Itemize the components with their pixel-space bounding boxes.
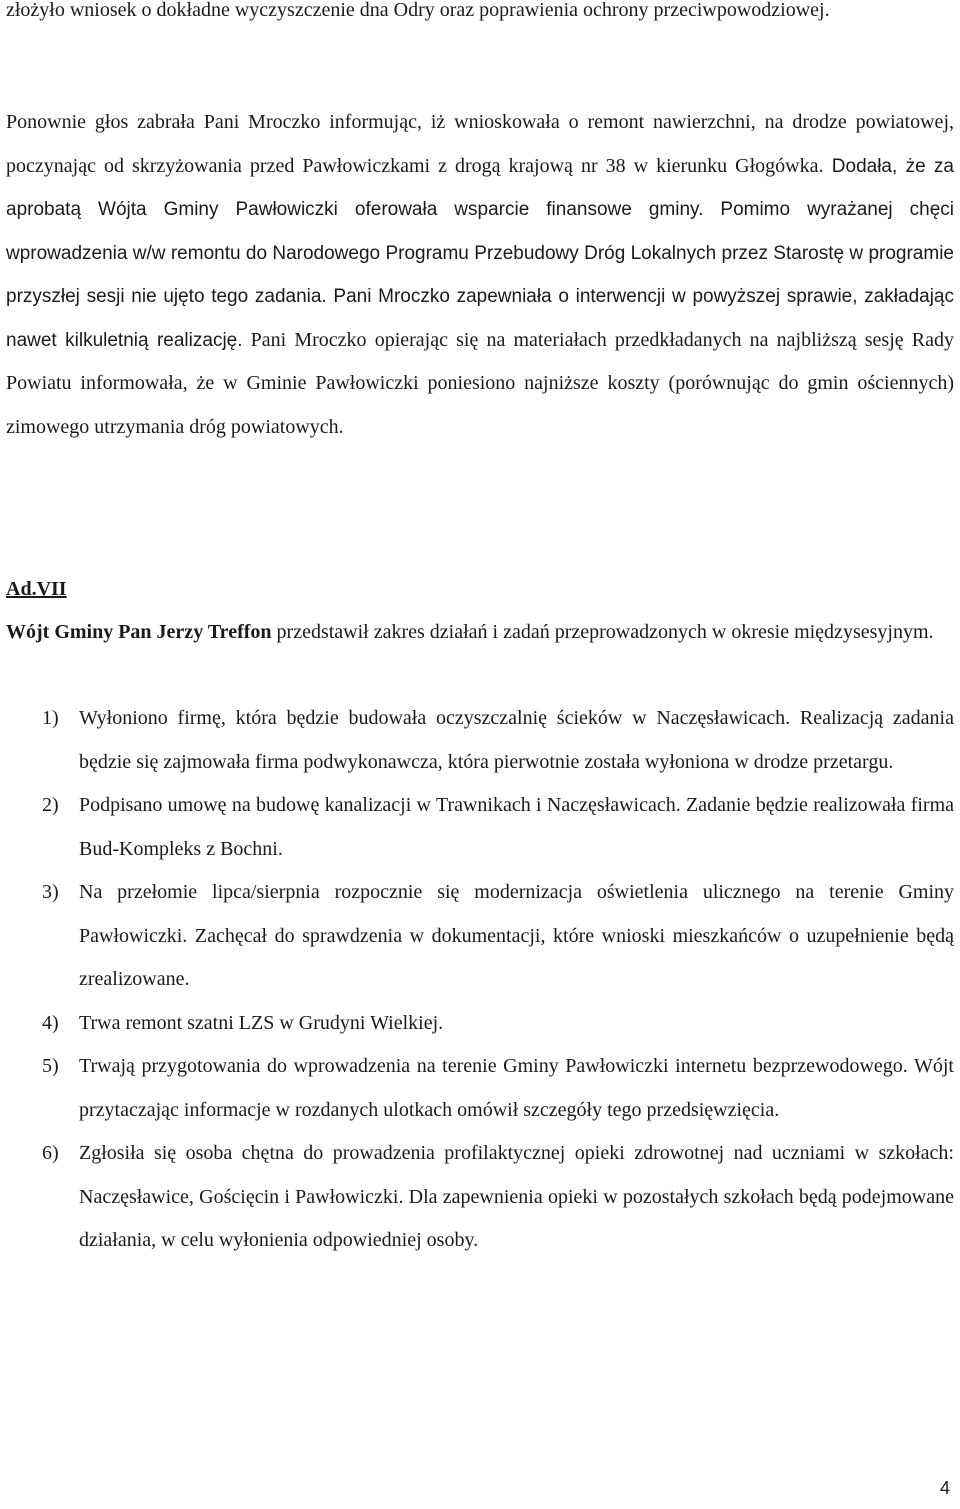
list-item-number: 3) — [42, 881, 59, 903]
paragraph-intro-continuation: złożyło wniosek o dokładne wyczyszczenie dna Odry oraz poprawienia ochrony przeciwpowodziowej. — [6, 0, 830, 21]
list-item-text: Trwają przygotowania do wprowadzenia na terenie Gminy Pawłowiczki internetu bezprzewodowego. Wójt przytaczając informacje w rozdanych ulotkach omówił szczegóły tego przedsięwzięcia. — [79, 1055, 954, 1121]
list-item-number: 1) — [42, 707, 59, 729]
list-item-text: Wyłoniono firmę, która będzie budowała oczyszczalnię ścieków w Naczęsławicach. Realizacją zadania będzie się zajmowała firma podwykonawcza, która pierwotnie została wyłoniona w drodze przetargu. — [79, 707, 954, 773]
paragraph-mroczko-part-a: Ponownie głos zabrała Pani Mroczko informując, iż wnioskowała o remont nawierzchni, na drodze powiatowej, poczynając od skrzyżowania przed Pawłowiczkami z drogą krajową nr 38 w kierunku Głogówka. — [6, 111, 954, 177]
paragraph-mroczko — [6, 101, 954, 449]
list-item — [6, 1002, 954, 1046]
list-item-number: 6) — [42, 1142, 59, 1164]
list-item-text: Zgłosiła się osoba chętna do prowadzenia profilaktycznej opieki zdrowotnej nad uczniami w szkołach: Naczęsławice, Gościęcin i Pawłowiczki. Dla zapewnienia opieki w pozostałych szkołach będą podejmowane działania, w celu wyłonienia odpowiedniej osoby. — [79, 1142, 954, 1251]
list-item — [6, 697, 954, 784]
section-heading: Ad.VII — [6, 578, 67, 600]
list-item-text: Trwa remont szatni LZS w Grudyni Wielkiej. — [79, 1011, 444, 1034]
wojt-intro-text: przedstawił zakres działań i zadań przeprowadzonych w okresie międzysesyjnym. — [271, 621, 934, 643]
list-item-number: 2) — [42, 794, 59, 816]
wojt-name: Wójt Gminy Pan Jerzy Treffon — [6, 621, 272, 643]
list-item-number: 5) — [42, 1055, 59, 1077]
list-item-text: Na przełomie lipca/sierpnia rozpocznie się modernizacja oświetlenia ulicznego na terenie Gminy Pawłowiczki. Zachęcał do sprawdzenia w dokumentacji, które wnioski mieszkańców o uzupełnienie będą zrealizowane. — [79, 881, 954, 990]
list-item — [6, 871, 954, 1002]
list-item — [6, 1045, 954, 1132]
list-item — [6, 784, 954, 871]
paragraph-mroczko-part-d: Pani Mroczko opierając się na materiałach przedkładanych na najbliższą sesję Rady Powiatu informowała, że w Gminie Pawłowiczki poniesiono najniższe koszty (porównując do gmin ościennych) zimowego utrzymania dróg powiatowych. — [6, 328, 954, 438]
list-item-text: Podpisano umowę na budowę kanalizacji w Trawnikach i Naczęsławicach. Zadanie będzie realizowała firma Bud-Kompleks z Bochni. — [79, 794, 954, 860]
list-item — [6, 1132, 954, 1263]
paragraph-mroczko-part-b: Dodała, że za aprobatą Wójta Gminy Pawłowiczki oferowała wsparcie finansowe gminy. — [6, 155, 954, 220]
paragraph-wojt-intro — [6, 611, 954, 654]
page-number: 4 — [939, 1478, 950, 1498]
paragraph-mroczko-part-c: Pomimo wyrażanej chęci wprowadzenia w/w remontu do Narodowego Programu Przebudowy Dróg Lokalnych przez Starostę w programie przyszłej sesji nie ujęto tego zadania. Pani Mroczko zapewniała o interwencji w powyższej sprawie, zakładając nawet kilkuletnią realizację. — [6, 199, 954, 351]
list-item-number: 4) — [42, 1011, 59, 1034]
activities-list — [6, 697, 954, 1263]
